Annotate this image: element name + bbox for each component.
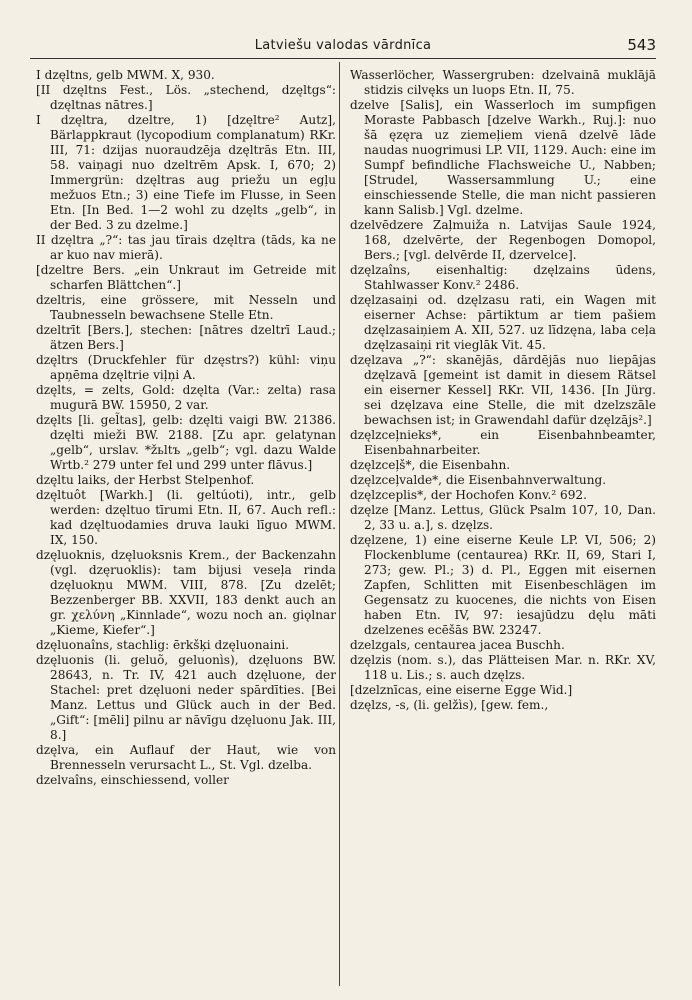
dictionary-entry: dzęlzceļvalde*, die Eisenbahnverwaltung. [350,473,607,487]
dictionary-entry: dzęlze [Manz. Lettus, Glück Psalm 107, 10, Dan. 2, 33 u. a.], s. dzęlzs. [350,503,656,532]
dictionary-entry: [dzeltre Bers. „ein Unkraut im Getreide mit scharfen Blättchen“.] [36,263,336,292]
dictionary-entry: dzęlva, ein Auflauf der Haut, wie von Brennesseln verursacht L., St. Vgl. dzelba. [36,743,336,772]
dictionary-entry: [II dzęltns Fest., Lös. „stechend, dzęltgs“: dzęltnas nātres.] [36,83,336,112]
dictionary-entry: dzęluonaîns, stachlig: ērkšķi dzęluonaini. [36,638,290,652]
dictionary-entry: dzęlzs, -s, (li. gelžìs), [gew. fem., [350,698,549,712]
dictionary-entry: dzęlzceļš*, die Eisenbahn. [350,458,511,472]
dictionary-entry: dzelzgals, centaurea jacea Buschh. [350,638,565,652]
dictionary-entry: dzęlzava „?“: skanējās, dārdējās nuo liepājas dzęlzavā [gemeint ist damit in diesem Rätsel ein eiserner Kessel] RKr. VII, 1436. [In Jürg. sei dzęlzava eine Stelle, die mit dzelzszāle bewachsen ist; in Grawendahl dafür dzęlzājs².] [350,353,656,427]
dictionary-entry: Wasserlöcher, Wassergruben: dzelvainā muklājā stidzis cilvęks un luops Etn. II, 75. [350,68,656,97]
dictionary-entry: dzęlzceplis*, der Hochofen Konv.² 692. [350,488,587,502]
dictionary-entry: dzęluonis (li. geluõ, geluonìs), dzęluons BW. 28643, n. Tr. IV, 421 auch dzęluone, der Stachel: pret dzęluoni neder spārdīties. [Bei Manz. Lettus und Glück auch in der Bed. „Gift“: [mēli] pilnu ar nāvīgu dzęluonu Jak. III, 8.] [36,653,336,742]
dictionary-entry: I dzęltns, gelb MWM. X, 930. [36,68,215,82]
page-number: 543 [627,36,656,54]
dictionary-entry: II dzęltra „?“: tas jau tīrais dzęltra (tāds, ka ne ar kuo nav mierā). [36,233,336,262]
dictionary-entry: dzeltrīt [Bers.], stechen: [nātres dzeltrī Laud.; ätzen Bers.] [36,323,336,352]
right-column [350,68,656,984]
dictionary-entry: dzęlts [li. gel̃tas], gelb: dzęlti vaigi BW. 21386. dzęlti mieži BW. 2188. [Zu apr. gelatynan „gelb“, urslav. *žьltъ „gelb“; vgl. dazu Walde Wrtb.² 279 unter fel und 299 unter flāvus.] [36,413,336,472]
dictionary-entry: dzęlzis (nom. s.), das Plätteisen Mar. n. RKr. XV, 118 u. Lis.; s. auch dzęlzs. [350,653,656,682]
dictionary-entry: dzęluoknis, dzęluoksnis Krem., der Backenzahn (vgl. dzęruoklis): tam bijusi veseļa rinda dzęluokņu MWM. VIII, 878. [Zu dzelēt; Bezzenberger BB. XXVII, 183 denkt auch an gr. χελύνη „Kinnlade“, wozu noch an. giǫlnar „Kieme, Kiefer“.] [36,548,336,637]
dictionary-entry: dzelvēdzere Zaļmuiža n. Latvijas Saule 1924, 168, dzelvērte, der Regenbogen Domopol, Bers.; [vgl. delvērde II, dzervelce]. [350,218,656,262]
dictionary-entry: dzelvaîns, einschiessend, voller [36,773,229,787]
dictionary-entry: dzęltrs (Druckfehler für dzęstrs?) kühl: viņu apņēma dzęltrie viļņi A. [36,353,336,382]
running-title: Latviešu valodas vārdnīca [254,38,432,53]
dictionary-entry: dzęlzaîns, eisenhaltig: dzęlzains ūdens, Stahlwasser Konv.² 2486. [350,263,656,292]
dictionary-entry: I dzęltra, dzeltre, 1) [dzęltre² Autz], Bärlappkraut (lycopodium complanatum) RKr. III, 71: dzijas nuoraudzēja dzęltrās Etn. III, 58. vaiņagi nuo dzeltrēm Apsk. I, 670; 2) Immergrün: dzęltras aug priežu un egļu mežuos Etn.; 3) eine Tiefe im Flusse, in Seen Etn. [In Bed. 1—2 wohl zu dzęlts „gelb“, in der Bed. 3 zu dzelme.] [36,113,336,232]
dictionary-entry: dzęlzasaiņi od. dzęlzasu rati, ein Wagen mit eiserner Achse: pārtiktum ar tiem pašiem dzęlzasaiņiem A. XII, 527. uz līdzęna, laba ceļa dzęlzasaiņi rit vieglāk Vit. 45. [350,293,656,352]
dictionary-entry: dzęltu laiks, der Herbst Stelpenhof. [36,473,255,487]
dictionary-entry: dzęlts, = zelts, Gold: dzęlta (Var.: zelta) rasa mugurā BW. 15950, 2 var. [36,383,336,412]
left-column [36,68,336,984]
dictionary-entry: dzęlzene, 1) eine eiserne Keule LP. VI, 506; 2) Flockenblume (centaurea) RKr. II, 69, Stari I, 273; gew. Pl.; 3) d. Pl., Eggen mit eisernen Zapfen, Schlitten mit Eisenbeschlägen im Gegensatz zu kuocenes, die nichts von Eisen haben Etn. IV, 97: iesajūdzu dęlu māti dzelzenes ecēšās BW. 23247. [350,533,656,637]
page-header [30,34,656,59]
dictionary-entry: dzęltuôt [Warkh.] (li. geltúoti), intr., gelb werden: dzęltuo tīrumi Etn. II, 67. Auch refl.: kad dzęltuodamies druva lauki līguo MWM. IX, 150. [36,488,336,547]
dictionary-entry: [dzelznīcas, eine eiserne Egge Wid.] [350,683,573,697]
dictionary-entry: dzelve [Salis], ein Wasserloch im sumpfigen Moraste Pabbasch [dzelve Warkh., Ruj.]: nuo šā ęzęra uz ziemeļiem vienā dzelvē lāde naudas nuogrimusi LP. VII, 1129. Auch: eine im Sumpf befindliche Flachsweiche U., Nabben; [Strudel, Wassersammlung U.; eine einschiessende Stelle, die man nicht passieren kann Salisb.] Vgl. dzelme. [350,98,656,217]
column-divider [339,62,340,986]
dictionary-entry: dzęlzceļnieks*, ein Eisenbahnbeamter, Eisenbahnarbeiter. [350,428,656,457]
dictionary-entry: dzeltris, eine grössere, mit Nesseln und Taubnesseln bewachsene Stelle Etn. [36,293,336,322]
